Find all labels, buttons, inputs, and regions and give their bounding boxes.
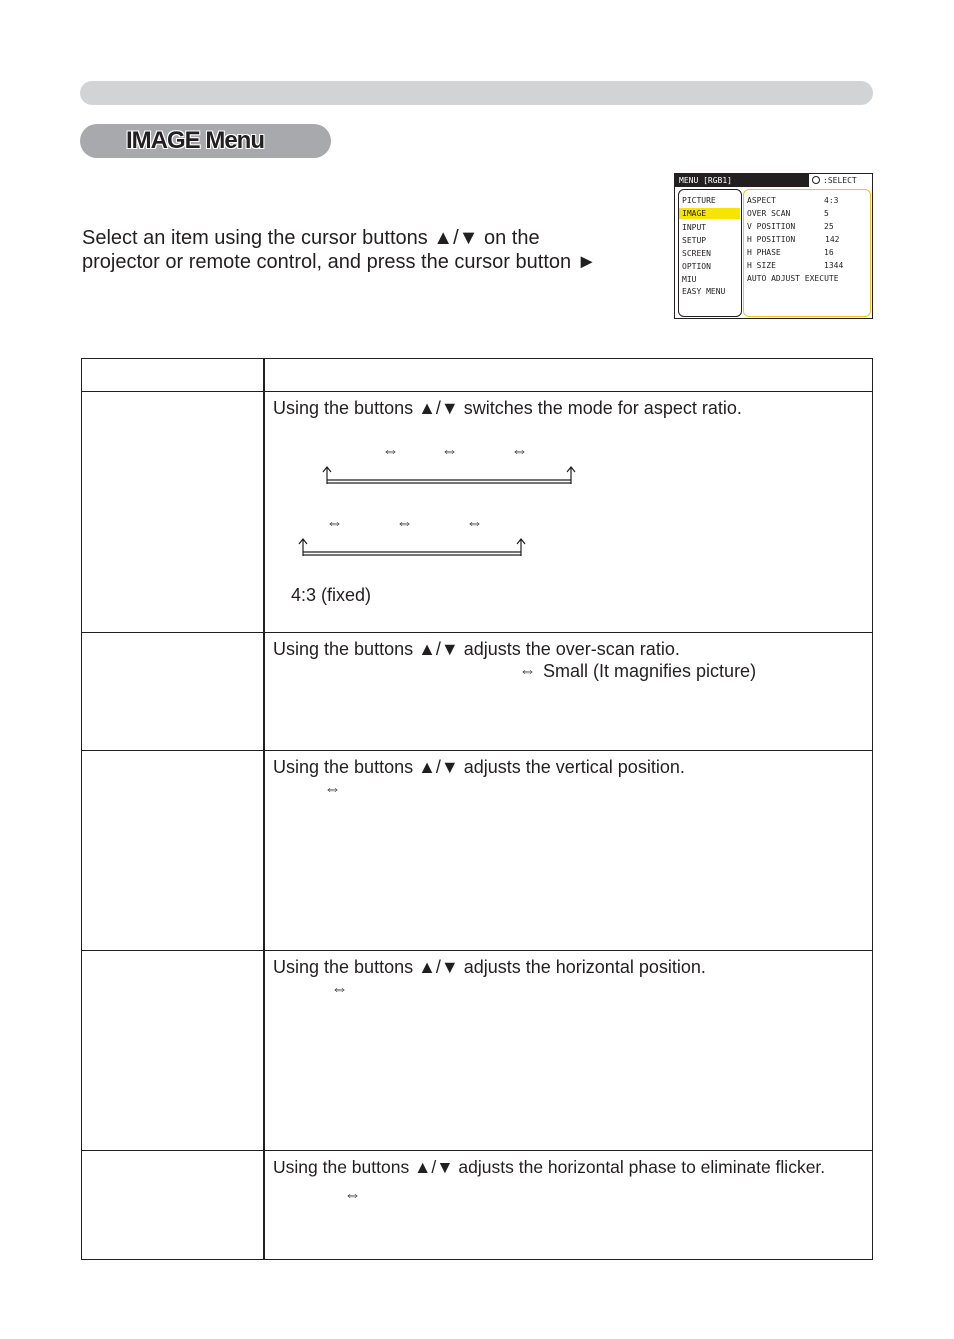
intro-text [82, 226, 596, 274]
h-phase-description: Using the buttons ▲/▼ adjusts the horizontal phase to eliminate flicker. [273, 1157, 826, 1177]
table-row-divider [81, 1150, 873, 1151]
aspect-description: Using the buttons ▲/▼ switches the mode for aspect ratio. [273, 398, 742, 418]
double-arrow-icon: ⇔ [441, 441, 458, 460]
double-arrow-icon: ⇔ [326, 513, 343, 532]
osd-menu-item-input: INPUT [682, 223, 707, 232]
aspect-fixed-note: 4:3 (fixed) [291, 585, 372, 605]
osd-menu-item-setup: SETUP [682, 236, 707, 245]
table-column-divider [263, 358, 265, 1260]
osd-param-name: V POSITION [747, 222, 796, 231]
intro-line-1: Select an item using the cursor buttons ▲/▼ on the [82, 227, 540, 249]
osd-menu-item-option: OPTION [682, 262, 711, 271]
osd-param-value: 1344 [824, 261, 844, 270]
osd-select-hint [808, 174, 872, 187]
double-arrow-icon: ⇔ [466, 513, 483, 532]
osd-param-name: OVER SCAN [747, 209, 791, 218]
double-arrow-icon: ⇔ [396, 513, 413, 532]
table-row-divider [81, 632, 873, 633]
circle-arrow-icon [812, 176, 820, 184]
table-header-divider [81, 391, 873, 392]
osd-menu-item-picture: PICTURE [682, 196, 716, 205]
osd-param-value: 4:3 [824, 196, 839, 205]
cycle-return-arrow-icon [320, 464, 580, 486]
osd-menu-illustration [674, 173, 873, 319]
double-arrow-icon: ⇔ [382, 441, 399, 460]
page-title: IMAGE Menu [126, 127, 264, 154]
osd-param-name: AUTO ADJUST EXECUTE [747, 274, 839, 283]
osd-param-value: 142 [825, 235, 840, 244]
osd-menu-item-miu: MIU [682, 275, 697, 284]
over-scan-description: Using the buttons ▲/▼ adjusts the over-scan ratio. [273, 639, 680, 659]
cycle-return-arrow-icon [296, 536, 536, 558]
osd-select-label: :SELECT [823, 176, 857, 185]
h-position-description: Using the buttons ▲/▼ adjusts the horizontal position. [273, 957, 706, 977]
table-row-divider [81, 750, 873, 751]
osd-menu-item-easy-menu: EASY MENU [682, 287, 726, 296]
top-decorative-bar [80, 81, 873, 105]
double-arrow-icon: ⇔ [511, 441, 528, 460]
double-arrow-icon: ⇔ [344, 1185, 361, 1204]
osd-param-name: H PHASE [747, 248, 781, 257]
osd-param-value: 25 [824, 222, 834, 231]
osd-param-name: H SIZE [747, 261, 776, 270]
osd-menu-item-screen: SCREEN [682, 249, 711, 258]
image-menu-table [81, 358, 873, 1260]
osd-title: MENU [RGB1] [675, 174, 808, 187]
intro-line-2: projector or remote control, and press the cursor button ► [82, 251, 597, 273]
osd-param-value: 5 [824, 209, 829, 218]
osd-param-name: ASPECT [747, 196, 776, 205]
double-arrow-icon: ⇔ [331, 979, 348, 998]
over-scan-detail: Small (It magnifies picture) [543, 661, 757, 681]
osd-menu-item-image: IMAGE [679, 208, 740, 219]
osd-param-value: 16 [824, 248, 834, 257]
osd-param-name: H POSITION [747, 235, 796, 244]
v-position-description: Using the buttons ▲/▼ adjusts the vertical position. [273, 757, 685, 777]
double-arrow-icon: ⇔ [519, 661, 536, 680]
double-arrow-icon: ⇔ [324, 779, 341, 798]
table-row-divider [81, 950, 873, 951]
